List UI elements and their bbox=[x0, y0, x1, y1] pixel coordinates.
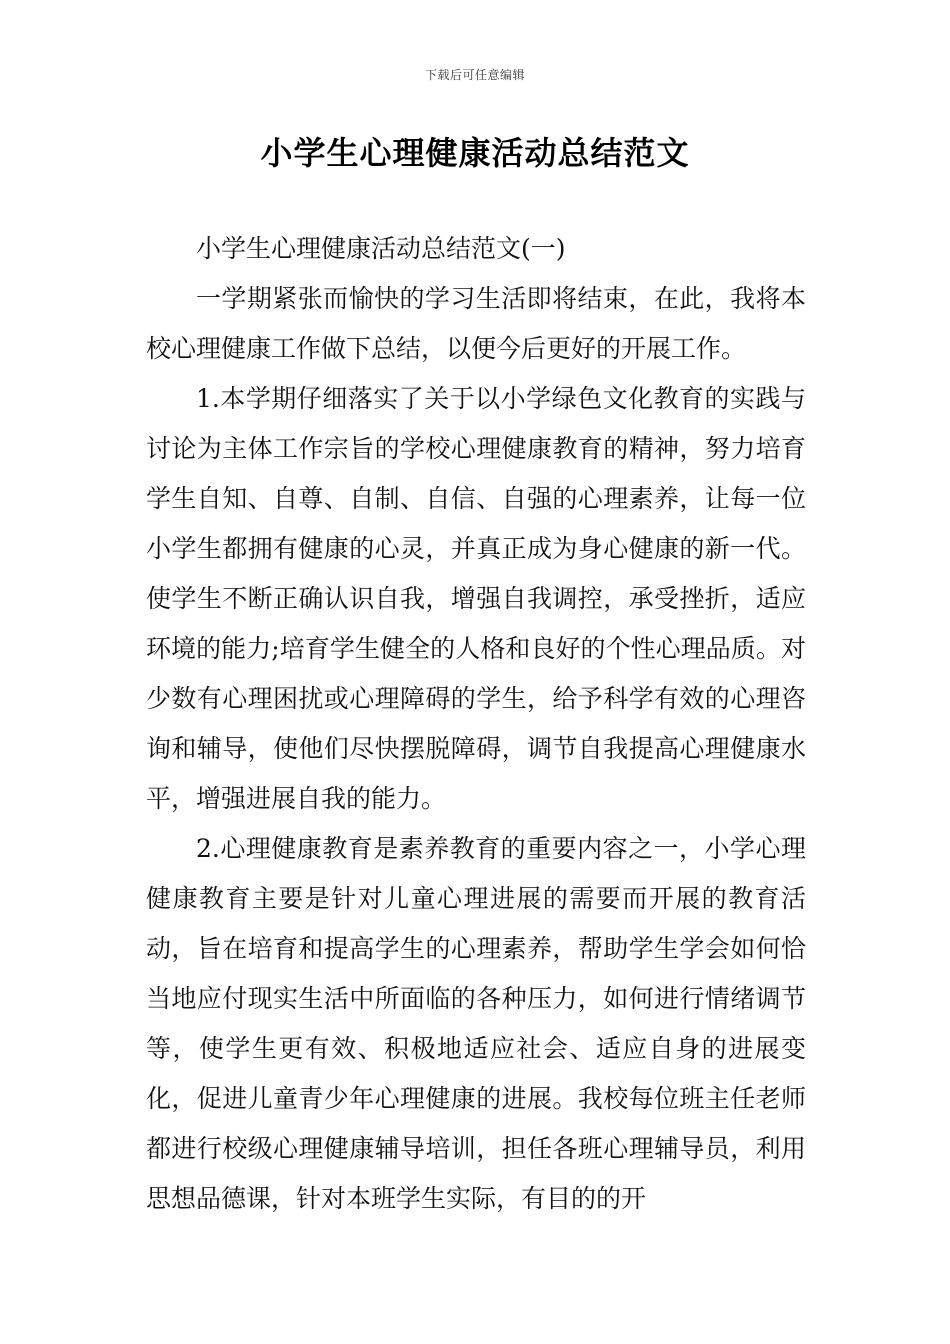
header-note: 下载后可任意编辑 bbox=[424, 68, 525, 82]
document-body bbox=[146, 224, 806, 1224]
document-title: 小学生心理健康活动总结范文 bbox=[260, 134, 690, 172]
point-2-paragraph: 2.心理健康教育是素养教育的重要内容之一，小学心理健康教育主要是针对儿童心理进展的需要而开展的教育活动，旨在培育和提高学生的心理素养，帮助学生学会如何恰当地应付现实生活中所面临的各种压力，如何进行情绪调节等，使学生更有效、积极地适应社会、适应自身的进展变化，促进儿童青少年心理健康的进展。我校每位班主任老师都进行校级心理健康辅导培训，担任各班心理辅导员，利用思想品德课，针对本班学生实际，有目的的开 bbox=[146, 834, 806, 1213]
intro-paragraph: 一学期紧张而愉快的学习生活即将结束，在此，我将本校心理健康工作做下总结，以便今后更好的开展工作。 bbox=[146, 284, 806, 363]
point-1-paragraph: 1.本学期仔细落实了关于以小学绿色文化教育的实践与讨论为主体工作宗旨的学校心理健康教育的精神，努力培育学生自知、自尊、自制、自信、自强的心理素养，让每一位小学生都拥有健康的心灵，并真正成为身心健康的新一代。使学生不断正确认识自我，增强自我调控，承受挫折，适应环境的能力;培育学生健全的人格和良好的个性心理品质。对少数有心理困扰或心理障碍的学生，给予科学有效的心理咨询和辅导，使他们尽快摆脱障碍，调节自我提高心理健康水平，增强进展自我的能力。 bbox=[146, 384, 806, 813]
subtitle-paragraph: 小学生心理健康活动总结范文(一) bbox=[196, 234, 566, 263]
